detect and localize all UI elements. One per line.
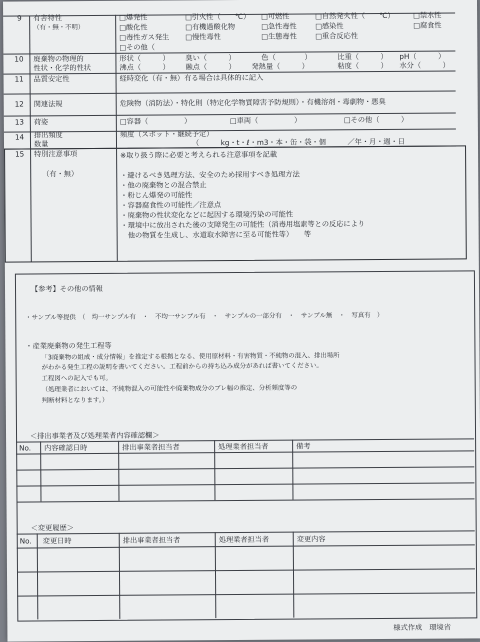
frequency-field[interactable]: 頻度（スポット・継続予定） bbox=[119, 129, 214, 139]
confirm-header-discharger: 排出事業者担当者 bbox=[122, 442, 180, 452]
row-10-label-2: 性状・化学的性状 bbox=[33, 63, 92, 73]
shape-field[interactable]: 形状（ ） bbox=[119, 53, 170, 63]
note-item: ・他の廃棄物との混合禁止 bbox=[120, 180, 207, 190]
checkbox-chronic-toxicity[interactable]: □慢性毒性 bbox=[185, 32, 221, 42]
reference-title: 【参考】その他の情報 bbox=[30, 283, 103, 294]
rule bbox=[4, 128, 456, 132]
note-item: ・廃棄物の性状変化などに起因する環境汚染の可能性 bbox=[120, 209, 294, 220]
note-item: ・容器腐食性の可能性／注意点 bbox=[120, 200, 222, 210]
row-13-number: 13 bbox=[14, 117, 25, 127]
row-14-label-2: 数量 bbox=[33, 139, 49, 149]
checkbox-eco-toxicity[interactable]: □生態毒性 bbox=[261, 31, 297, 41]
confirm-header-no: No. bbox=[19, 443, 32, 453]
row-11-label: 品質安定性 bbox=[33, 74, 70, 84]
special-notes-title: ※取り扱う際に必要と考えられる注意事項を記載 bbox=[120, 149, 278, 160]
checkbox-other-package[interactable]: □その他（ ） bbox=[343, 114, 409, 125]
checkbox-polymerization[interactable]: □重合反応性 bbox=[315, 31, 359, 41]
row-11-number: 11 bbox=[14, 74, 24, 84]
checkbox-combustible[interactable]: □可燃性 bbox=[261, 11, 290, 21]
confirm-header-date: 内容確認日時 bbox=[44, 443, 88, 453]
checkbox-corrosive[interactable]: □腐食性 bbox=[413, 20, 442, 30]
checkbox-explosive[interactable]: □爆発性 bbox=[119, 12, 148, 22]
row-14-number: 14 bbox=[14, 132, 25, 142]
odor-field[interactable]: 臭い（ ） bbox=[185, 53, 236, 63]
melting-point-field[interactable]: 融点（ ） bbox=[185, 62, 236, 72]
related-laws-field[interactable]: 危険物（消防法）・特化則（特定化学物質障害予防規則）・有機溶剤・毒劇物・悪臭 bbox=[119, 96, 386, 108]
row-12-number: 12 bbox=[14, 99, 24, 109]
change-header-date: 変更日時 bbox=[42, 536, 72, 546]
process-text: 「3廃棄物の組成・成分情報」を推定する根拠となる、使用原材料・有害物質・不純物の混入、排出場所 bbox=[41, 351, 340, 362]
checkbox-acute-toxicity[interactable]: □急性毒性 bbox=[261, 21, 297, 31]
row-9-label: 有害特性 bbox=[33, 13, 62, 23]
checkbox-container[interactable]: □容器（ ） bbox=[119, 116, 192, 126]
checkbox-spontaneous-ignition[interactable]: □自然発火性（ ℃） bbox=[315, 10, 395, 21]
row-13-label: 荷姿 bbox=[33, 117, 49, 127]
row-10-label: 廃棄物の物理的 bbox=[33, 54, 84, 64]
rule bbox=[115, 15, 117, 149]
checkbox-other-hazard[interactable]: □その他（ bbox=[119, 42, 155, 52]
checkbox-oxidizing[interactable]: □酸化性 bbox=[119, 22, 148, 32]
checkbox-vehicle[interactable]: □車両（ ） bbox=[229, 115, 302, 126]
quantity-field[interactable]: （ kg・t・ℓ・m3・本・缶・袋・個 ／年・月・週・日 bbox=[191, 136, 405, 148]
process-text: がわかる発生工程の説明を書いてください。工程前からの持ち込み成分があれば書いてください。 bbox=[41, 361, 323, 372]
note-item: ・避けるべき処理方法、安全のため採用すべき処理方法 bbox=[120, 169, 300, 180]
checkbox-flammable[interactable]: □引火性（ ℃） bbox=[185, 11, 251, 22]
stability-field[interactable]: 経時変化（有・無）有る場合は具体的に記入 bbox=[119, 72, 264, 83]
ph-field[interactable]: pH（ ） bbox=[399, 51, 446, 61]
change-header-no: No. bbox=[19, 536, 32, 546]
confirm-header-remarks: 備考 bbox=[296, 441, 311, 451]
checkbox-organic-peroxide[interactable]: □有機過酸化物 bbox=[185, 22, 236, 32]
confirm-header-processor: 処理業者担当者 bbox=[218, 441, 269, 452]
row-9-number: 9 bbox=[17, 13, 22, 23]
confirm-table-title: ＜排出事業者及び処理業者内容確認欄＞ bbox=[30, 430, 160, 441]
boiling-point-field[interactable]: 沸点（ ） bbox=[119, 62, 170, 72]
row-15-number: 15 bbox=[15, 149, 25, 159]
form-sheet bbox=[3, 0, 480, 642]
rule bbox=[29, 15, 31, 149]
color-field[interactable]: 色（ ） bbox=[261, 52, 312, 62]
row-10-number: 10 bbox=[14, 54, 24, 64]
process-title: ・産業廃棄物の発生工程等 bbox=[25, 340, 112, 351]
viscosity-field[interactable]: 粘度（ ） bbox=[337, 60, 388, 71]
row-15-label: 特別注意事項 bbox=[34, 149, 78, 159]
change-header-discharger: 排出事業者担当者 bbox=[122, 535, 181, 545]
moisture-field[interactable]: 水分（ ） bbox=[399, 60, 450, 70]
note-item: 他の物質を生成し、水道取水障害に至る可能性等） 等 bbox=[120, 229, 312, 240]
note-item: ・環境中に放出された後の支障発生の可能性（消毒用塩素等との反応により bbox=[120, 219, 365, 230]
change-table-title: ＜変更履歴＞ bbox=[30, 523, 74, 533]
note-item: ・粉じん爆発の可能性 bbox=[120, 190, 193, 200]
change-header-processor: 処理業者担当者 bbox=[218, 534, 270, 545]
special-notes-box bbox=[4, 145, 467, 262]
row-15-presence: （有・無） bbox=[42, 169, 79, 179]
checkbox-toxic-gas[interactable]: □毒性ガス発生 bbox=[119, 32, 170, 42]
process-text: 工程図への記入でも可。 bbox=[41, 373, 112, 383]
row-9-presence: （有・無・不明） bbox=[33, 23, 85, 32]
row-14-label: 排出頻度 bbox=[33, 130, 63, 140]
process-text: （処理業者においては、不純物混入の可能性や廃棄物成分のブレ幅の推定、分析頻度等の bbox=[41, 383, 298, 394]
calorific-value-field[interactable]: 発熱量（ ） bbox=[251, 61, 310, 71]
footer-credit: 様式作成 環境省 bbox=[393, 622, 451, 632]
rule bbox=[4, 90, 456, 94]
change-header-content: 変更内容 bbox=[296, 534, 326, 544]
checkbox-infectious[interactable]: □感染性 bbox=[315, 21, 344, 31]
process-text: 判断材料となります。） bbox=[41, 395, 109, 405]
checkbox-water-reactive[interactable]: □禁水性 bbox=[413, 10, 442, 20]
row-12-label: 関連法規 bbox=[33, 99, 63, 109]
specific-gravity-field[interactable]: 比重（ ） bbox=[337, 51, 388, 62]
sample-provision-field[interactable]: ・サンプル等提供 （ 均一サンプル有 ・ 不均一サンプル有 ・ サンプルの一部分有 ・ サンプル無 ・ 写真有 ） bbox=[25, 311, 384, 322]
